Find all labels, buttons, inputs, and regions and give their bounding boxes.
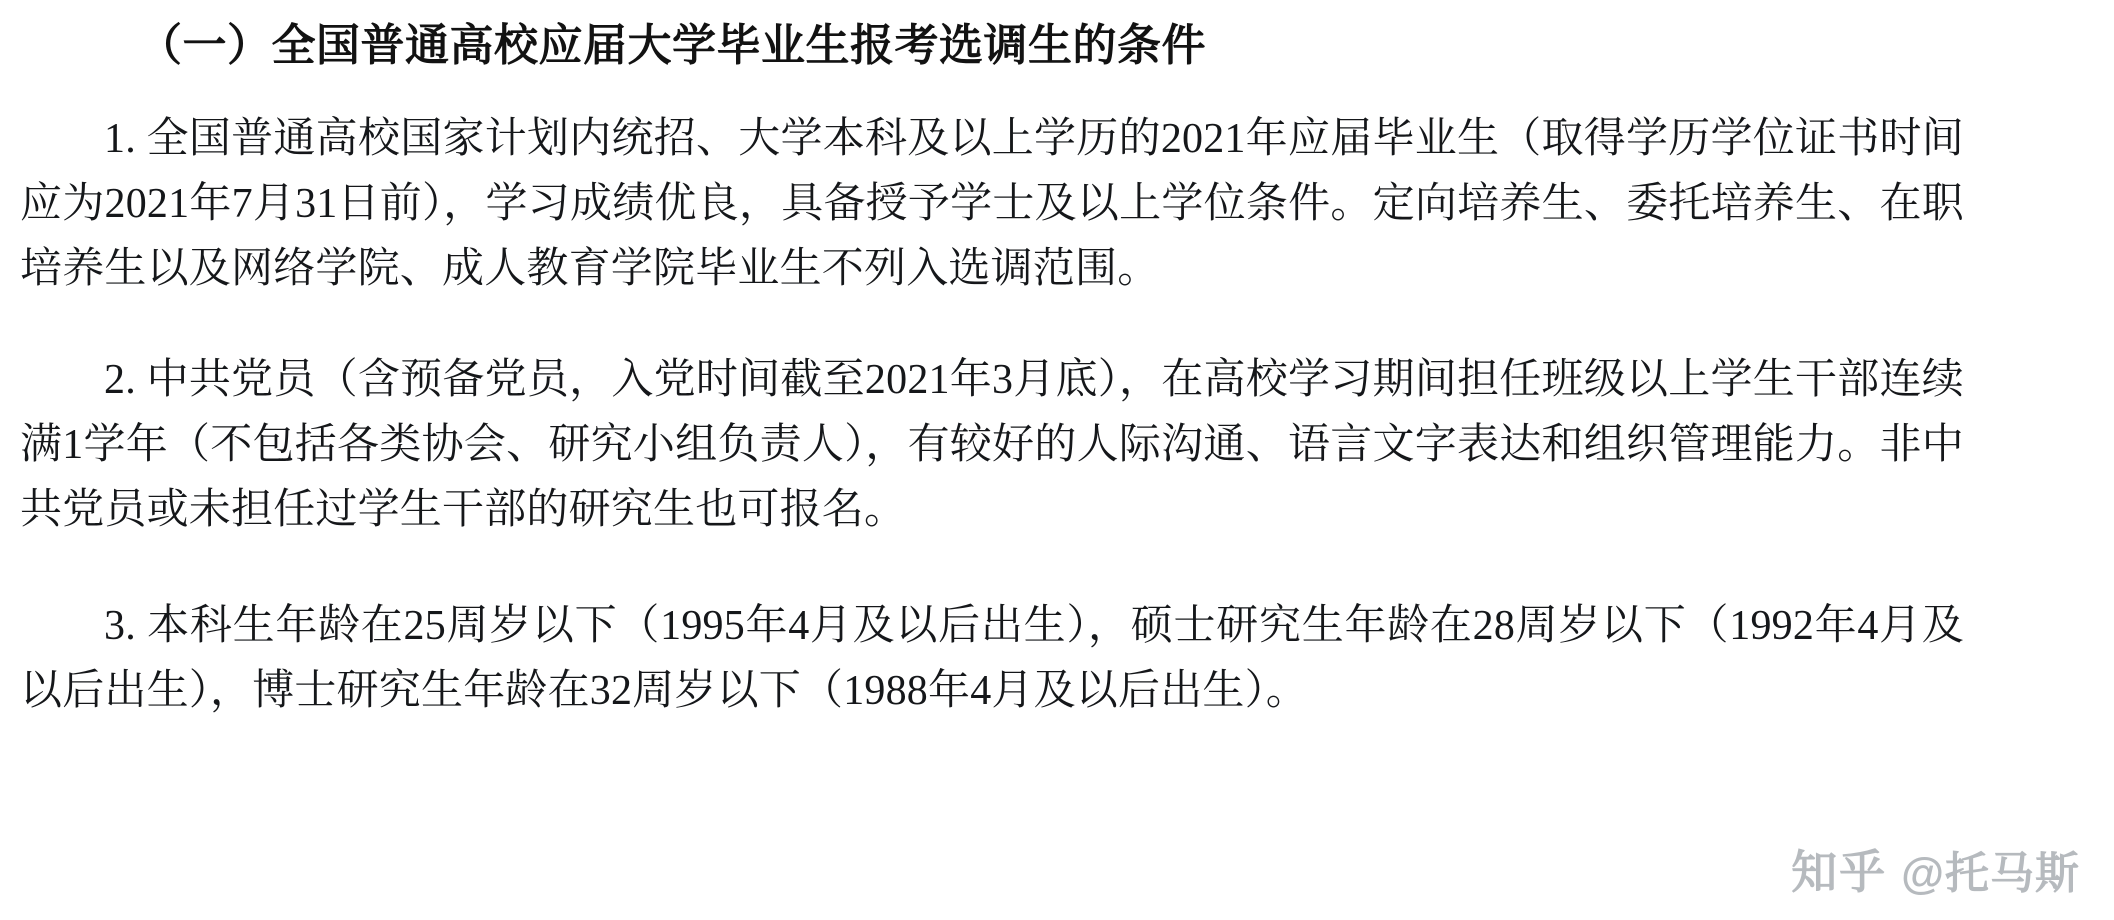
paragraph-1-text: 1. 全国普通高校国家计划内统招、大学本科及以上学历的2021年应届毕业生（取得学历学位证书时间应为2021年7月31日前），学习成绩优良，具备授予学士及以上学位条件。定向培养生、委托培养生、在职培养生以及网络学院、成人教育学院毕业生不列入选调范围。 bbox=[20, 116, 1964, 293]
paragraph-1 bbox=[0, 107, 2114, 302]
watermark-handle: @托马斯 bbox=[1901, 849, 2080, 898]
paragraph-3 bbox=[0, 594, 2114, 724]
paragraph-2 bbox=[0, 348, 2114, 543]
paragraph-2-text: 2. 中共党员（含预备党员，入党时间截至2021年3月底），在高校学习期间担任班级以上学生干部连续满1学年（不包括各类协会、研究小组负责人），有较好的人际沟通、语言文字表达和组织管理能力。非中共党员或未担任过学生干部的研究生也可报名。 bbox=[20, 357, 1964, 534]
zhihu-logo: 知乎 bbox=[1791, 846, 1888, 898]
watermark bbox=[1791, 836, 2080, 902]
paragraph-3-text: 3. 本科生年龄在25周岁以下（1995年4月及以后出生），硕士研究生年龄在28周岁以下（1992年4月及以后出生），博士研究生年龄在32周岁以下（1988年4月及以后出生）。 bbox=[20, 602, 1964, 714]
section-heading: （一）全国普通高校应届大学毕业生报考选调生的条件 bbox=[138, 21, 1206, 70]
